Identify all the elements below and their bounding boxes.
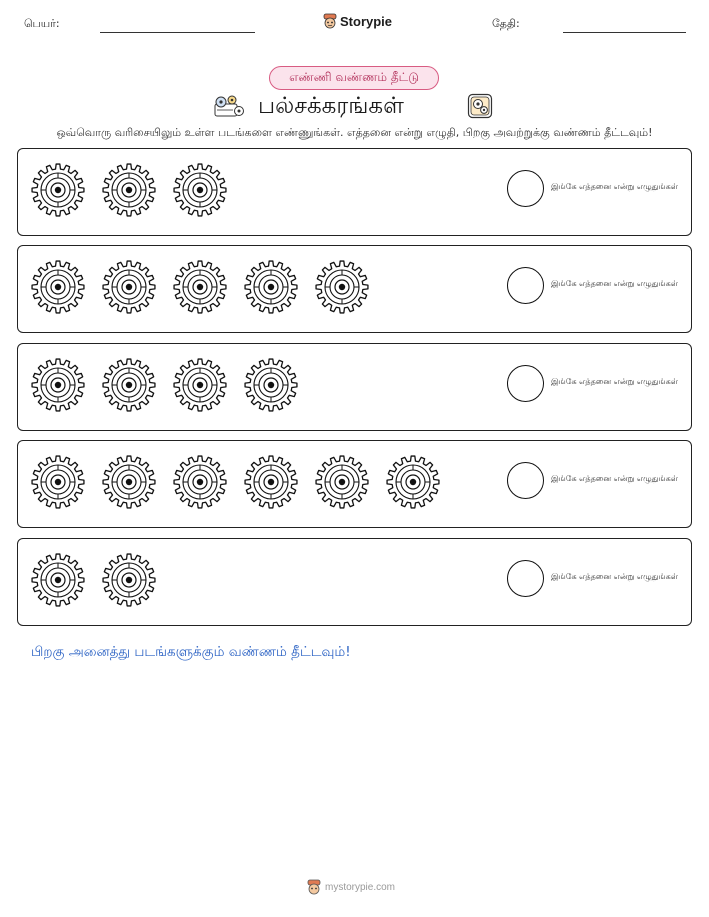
- gear-icon: [101, 357, 157, 413]
- name-line[interactable]: [100, 32, 255, 33]
- gear-icon: [101, 552, 157, 608]
- answer-circle[interactable]: [507, 462, 544, 499]
- gear-icon: [30, 162, 86, 218]
- gear-icon: [243, 259, 299, 315]
- gear-icon: [30, 259, 86, 315]
- storypie-mascot-icon: [307, 879, 321, 895]
- answer-circle[interactable]: [507, 170, 544, 207]
- gear-icon: [30, 357, 86, 413]
- date-line[interactable]: [563, 32, 686, 33]
- gear-box-icon: [467, 93, 493, 119]
- brand-logo: [323, 13, 392, 29]
- gear-icon: [30, 454, 86, 510]
- answer-circle[interactable]: [507, 365, 544, 402]
- answer-hint: இங்கே எத்தனை என்று எழுதுங்கள்: [551, 279, 678, 288]
- answer-hint: இங்கே எத்தனை என்று எழுதுங்கள்: [551, 572, 678, 581]
- instructions: ஒவ்வொரு வரிசையிலும் உள்ள படங்களை எண்ணுங்கள். எத்தனை என்று எழுதி, பிறகு அவற்றுக்கு வண்ணம் தீட்டவும்!: [56, 126, 653, 139]
- gear-icon: [314, 454, 370, 510]
- count-row: [17, 148, 692, 236]
- count-row: [17, 245, 692, 333]
- answer-hint: இங்கே எத்தனை என்று எழுதுங்கள்: [551, 474, 678, 483]
- site-url: mystorypie.com: [325, 881, 396, 893]
- date-label: தேதி:: [492, 17, 520, 30]
- gear-machine-icon: [211, 94, 245, 118]
- site-footer: [307, 879, 395, 895]
- gear-icon: [101, 162, 157, 218]
- storypie-mascot-icon: [323, 13, 337, 29]
- gear-icon: [385, 454, 441, 510]
- gear-icon: [101, 454, 157, 510]
- gear-icon: [172, 259, 228, 315]
- count-row: [17, 538, 692, 626]
- gear-icon: [101, 259, 157, 315]
- gear-icon: [314, 259, 370, 315]
- count-row: [17, 440, 692, 528]
- worksheet-badge: எண்ணி வண்ணம் தீட்டு: [269, 66, 439, 90]
- answer-hint: இங்கே எத்தனை என்று எழுதுங்கள்: [551, 377, 678, 386]
- gear-icon: [172, 162, 228, 218]
- answer-hint: இங்கே எத்தனை என்று எழுதுங்கள்: [551, 182, 678, 191]
- gear-icon: [243, 357, 299, 413]
- footer-note: பிறகு அனைத்து படங்களுக்கும் வண்ணம் தீட்டவும்!: [31, 644, 351, 660]
- brand-name: Storypie: [340, 13, 393, 29]
- name-label: பெயர்:: [24, 17, 60, 30]
- gear-icon: [243, 454, 299, 510]
- answer-circle[interactable]: [507, 267, 544, 304]
- count-row: [17, 343, 692, 431]
- gear-icon: [172, 454, 228, 510]
- title-row: [0, 90, 709, 122]
- gear-icon: [30, 552, 86, 608]
- gear-icon: [172, 357, 228, 413]
- page-title: பல்சக்கரங்கள்: [258, 93, 404, 119]
- answer-circle[interactable]: [507, 560, 544, 597]
